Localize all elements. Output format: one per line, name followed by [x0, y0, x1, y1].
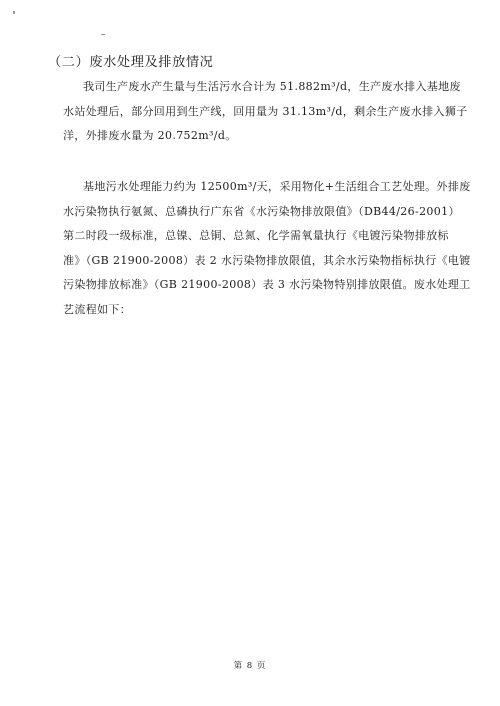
paragraph-line: 洋，外排废水量为 20.752m³/d。: [63, 129, 237, 142]
paragraph-line: 我司生产废水产生量与生活污水合计为 51.882m³/d，生产废水排入基地废: [83, 80, 461, 93]
paragraph-line: 基地污水处理能力约为 12500m³/天，采用物化+生活组合工艺处理。外排废: [83, 180, 471, 193]
paragraph-line: 准》（GB 21900-2008）表 2 水污染物排放限值，其余水污染物指标执行《电镀: [63, 253, 471, 267]
paragraph-treatment-standards: [63, 175, 471, 322]
section-heading: （二）废水处理及排放情况: [48, 55, 214, 70]
paragraph-line: 水污染物执行氨氮、总磷执行广东省《水污染物排放限值》（DB44/26-2001）: [63, 204, 460, 218]
scan-speck: [13, 11, 15, 14]
paragraph-line: 艺流程如下：: [63, 302, 132, 316]
scan-speck: [101, 34, 105, 35]
paragraph-line: 污染物排放标准》（GB 21900-2008）表 3 水污染物特别排放限值。废水处理工: [63, 278, 471, 291]
paragraph-line: 水站处理后，部分回用到生产线，回用量为 31.13m³/d，剩余生产废水排入狮子: [63, 104, 468, 118]
paragraph-line: 第二时段一级标准，总镍、总铜、总氮、化学需氧量执行《电镀污染物排放标: [63, 229, 449, 242]
paragraph-wastewater-volume: [63, 75, 468, 149]
page-number: 第 8 页: [233, 661, 267, 671]
